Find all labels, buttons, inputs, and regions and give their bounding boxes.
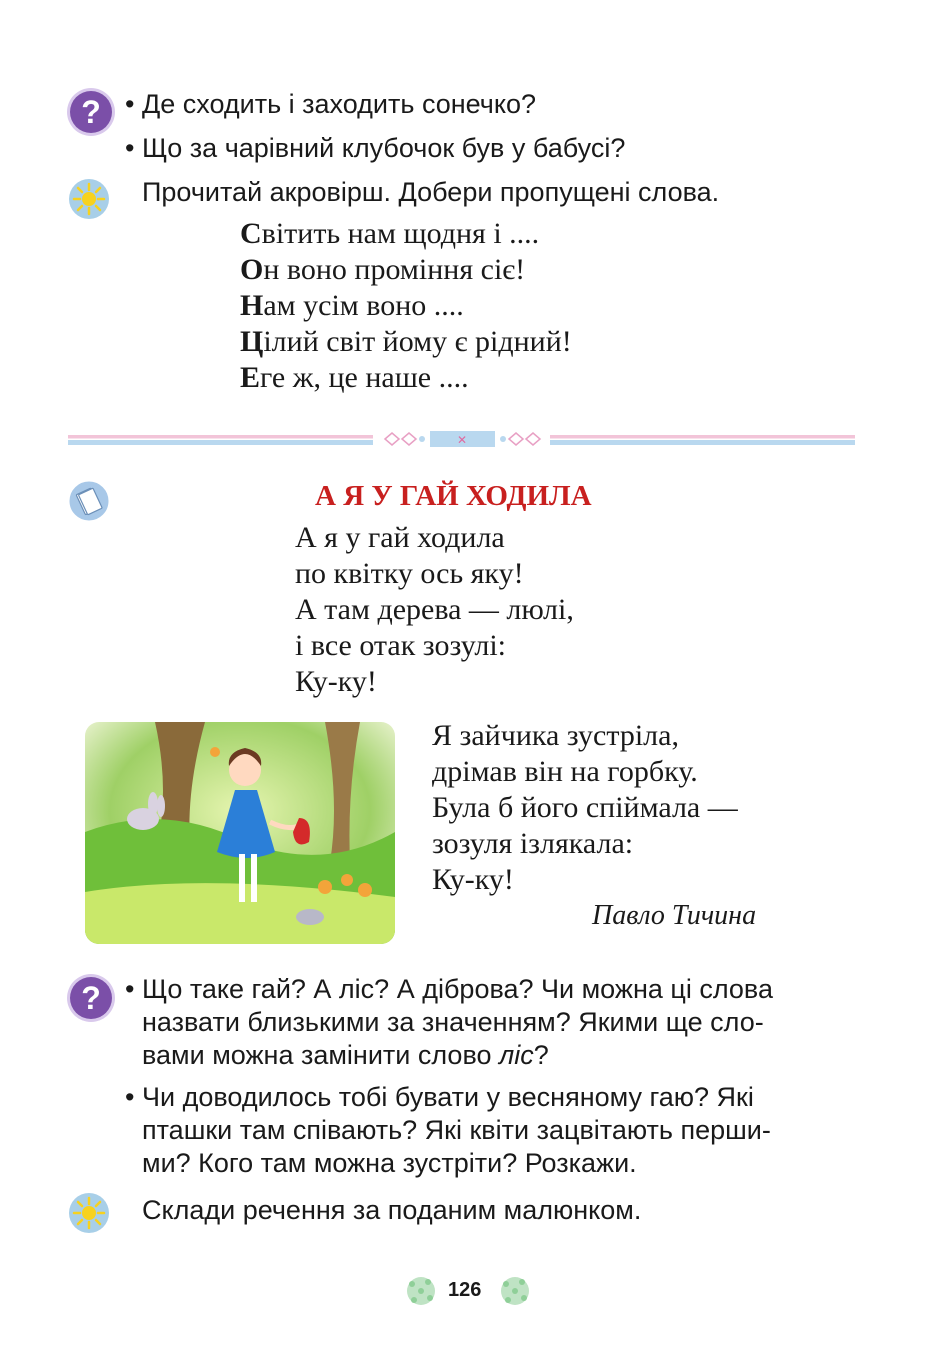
question-text: Де сходить і заходить сонечко? [141, 89, 537, 119]
bullet: • [125, 133, 135, 163]
divider-left [68, 435, 373, 445]
sun-icon [68, 178, 110, 220]
question-item [125, 88, 536, 121]
acrostic-line [240, 252, 572, 288]
question-line: Що таке гай? А ліс? А діброва? Чи можна ці слова [142, 974, 773, 1004]
poem-line: і все отак зозулі: [295, 629, 507, 662]
question-item [125, 132, 625, 165]
divider-right [550, 435, 855, 445]
acrostic-line [240, 216, 572, 252]
poem-author: Павло Тичина [592, 900, 757, 931]
question-mark: ? [533, 1040, 549, 1070]
poem-line: А там дерева — люлі, [295, 593, 574, 626]
book-icon [68, 480, 110, 522]
divider-ornament [380, 428, 545, 450]
final-task: Склади речення за поданим малюнком. [142, 1195, 642, 1225]
question-text: Що за чарівний клубочок був у бабусі? [141, 133, 626, 163]
bullet: • [125, 1082, 135, 1112]
poem-stanza-2 [432, 718, 738, 898]
italic-word: ліс [499, 1040, 534, 1070]
question-line: ми? Кого там можна зустріти? Розкажи. [142, 1148, 637, 1178]
sun-icon [68, 1192, 110, 1234]
bullet: • [125, 89, 135, 119]
acrostic-rest: ге ж, це наше .... [260, 361, 469, 394]
acrostic-rest: ам усім воно .... [263, 289, 464, 322]
poem-line: дрімав він на горбку. [432, 755, 698, 788]
question-line [142, 1039, 862, 1072]
poem-line: Ку-ку! [295, 665, 377, 698]
question-line: назвати близькими за значенням? Якими ще сло- [142, 1007, 764, 1037]
acrostic-capital: С [240, 217, 262, 250]
acrostic-capital: Е [240, 361, 261, 394]
acrostic-capital: Н [240, 289, 264, 322]
question-line: Чи доводилось тобі бувати у весняному гаю? Які [142, 1082, 754, 1112]
acrostic-task: Прочитай акровірш. Добери пропущені слова. [142, 177, 720, 207]
poem-line: зозуля ізлякала: [432, 827, 634, 860]
forest-girl-illustration [85, 722, 395, 944]
acrostic-capital: О [240, 253, 264, 286]
svg-text:✕: ✕ [456, 433, 468, 447]
acrostic-rest: н воно проміння сіє! [263, 253, 526, 286]
poem-line: Ку-ку! [432, 863, 514, 896]
leaf-ornament-right [494, 1272, 536, 1310]
poem-stanza-1 [295, 520, 574, 700]
poem-line: А я у гай ходила [295, 521, 505, 554]
acrostic-capital: Ц [240, 325, 264, 358]
question-item [142, 973, 862, 1072]
question-icon: ? [70, 977, 112, 1019]
acrostic-rest: ілий світ йому є рідний! [263, 325, 572, 358]
page-number: 126 [448, 1279, 482, 1301]
leaf-ornament-left [400, 1272, 442, 1310]
acrostic-line [240, 360, 572, 396]
question-line: пташки там співають? Які квіти зацвітають перши- [142, 1115, 771, 1145]
question-icon: ? [70, 91, 112, 133]
question-line-text: вами можна замінити слово [142, 1040, 499, 1070]
acrostic-line [240, 288, 572, 324]
acrostic-rest: вітить нам щодня і .... [261, 217, 540, 250]
poem-line: Я зайчика зустріла, [432, 719, 679, 752]
poem-title: А Я У ГАЙ ХОДИЛА [315, 480, 592, 512]
poem-line: по квітку ось яку! [295, 557, 524, 590]
bullet: • [125, 974, 135, 1004]
poem-line: Була б його спіймала — [432, 791, 738, 824]
acrostic-poem [240, 216, 572, 396]
acrostic-line [240, 324, 572, 360]
question-item [142, 1081, 862, 1180]
